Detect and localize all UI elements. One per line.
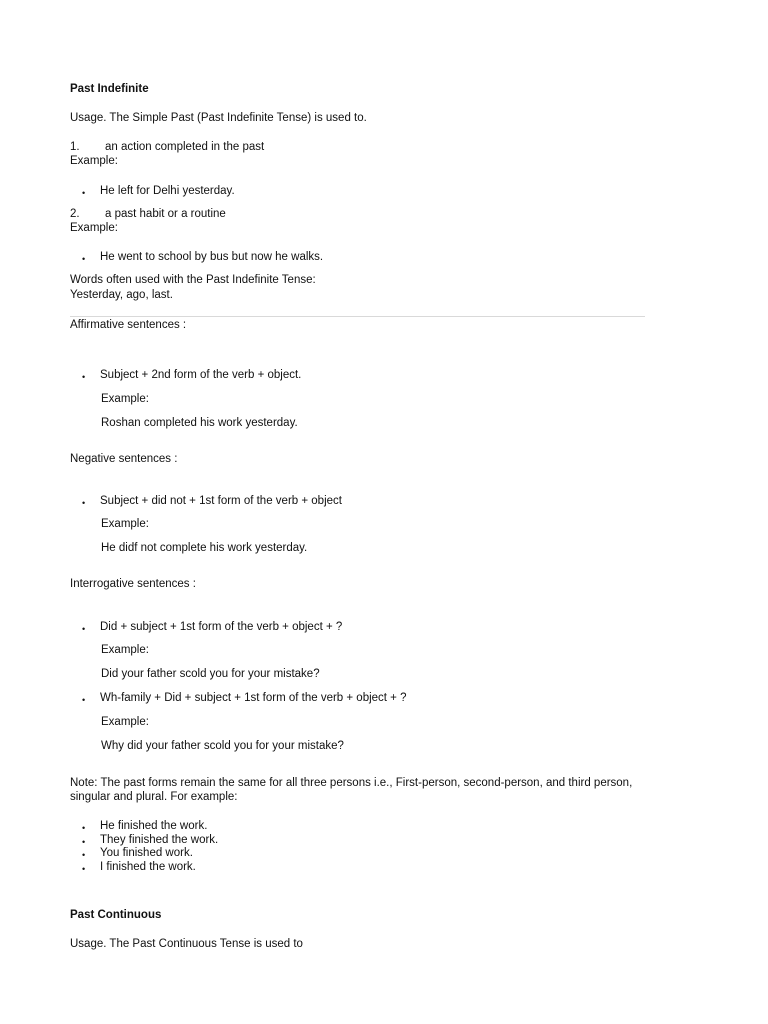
example-label: Example: [70, 222, 118, 234]
bullet-icon: • [82, 624, 86, 634]
divider [70, 316, 645, 317]
negative-heading: Negative sentences : [70, 453, 178, 465]
bullet-icon: • [82, 695, 86, 705]
interrogative-rule-2: Wh-family + Did + subject + 1st form of the verb + object + ? [100, 692, 407, 704]
point-number-1: 1. [70, 141, 80, 153]
bullet-icon: • [82, 372, 86, 382]
usage-text: Usage. The Past Continuous Tense is used to [70, 938, 303, 950]
section-heading-past-indefinite: Past Indefinite [70, 83, 149, 95]
example-label: Example: [70, 155, 118, 167]
example-text: He left for Delhi yesterday. [100, 185, 235, 197]
words-intro: Words often used with the Past Indefinite Tense: [70, 274, 316, 286]
bullet-icon: • [82, 850, 86, 860]
note-line-1: Note: The past forms remain the same for all three persons i.e., First-person, second-person, and third person, [70, 777, 633, 789]
bullet-icon: • [82, 823, 86, 833]
bullet-icon: • [82, 188, 86, 198]
note-example: He finished the work. [100, 820, 208, 832]
example-label: Example: [101, 716, 149, 728]
bullet-icon: • [82, 498, 86, 508]
point-text-2: a past habit or a routine [105, 208, 226, 220]
negative-rule: Subject + did not + 1st form of the verb + object [100, 495, 342, 507]
bullet-icon: • [82, 837, 86, 847]
bullet-icon: • [82, 254, 86, 264]
note-line-2: singular and plural. For example: [70, 791, 238, 803]
example-text: He went to school by bus but now he walks. [100, 251, 324, 263]
example-label: Example: [101, 518, 149, 530]
example-label: Example: [101, 393, 149, 405]
interrogative-example-1: Did your father scold you for your mistake? [101, 668, 320, 680]
affirmative-rule: Subject + 2nd form of the verb + object. [100, 369, 302, 381]
note-example: They finished the work. [100, 834, 219, 846]
bullet-icon: • [82, 864, 86, 874]
note-example: You finished work. [100, 847, 193, 859]
affirmative-heading: Affirmative sentences : [70, 319, 187, 331]
point-number-2: 2. [70, 208, 80, 220]
note-example: I finished the work. [100, 861, 196, 873]
negative-example: He didf not complete his work yesterday. [101, 542, 308, 554]
usage-text: Usage. The Simple Past (Past Indefinite Tense) is used to. [70, 112, 367, 124]
section-heading-past-continuous: Past Continuous [70, 909, 162, 921]
example-label: Example: [101, 644, 149, 656]
words-list: Yesterday, ago, last. [70, 289, 173, 301]
affirmative-example: Roshan completed his work yesterday. [101, 417, 298, 429]
interrogative-example-2: Why did your father scold you for your mistake? [101, 740, 344, 752]
interrogative-rule-1: Did + subject + 1st form of the verb + object + ? [100, 621, 343, 633]
interrogative-heading: Interrogative sentences : [70, 578, 196, 590]
point-text-1: an action completed in the past [105, 141, 265, 153]
